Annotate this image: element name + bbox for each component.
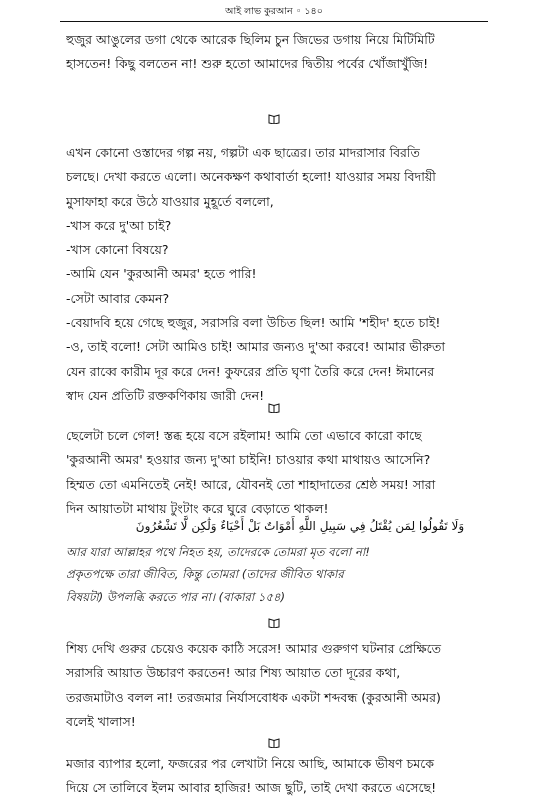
paragraph-line: হিম্মত তো এমনিতেই নেই! আরে, যৌবনই তো শাহাদাতের শ্রেষ্ঠ সময়! সারা <box>66 476 436 492</box>
paragraph-line: 'কুরআনী অমর' হওয়ার জন্য দু'আ চাইনি! চাওয়ার কথা মাথায়ও আসেনি? <box>66 452 431 468</box>
book-icon <box>268 403 280 413</box>
paragraph-line: সরাসরি আয়াত উচ্চারণ করতেন! আর শিষ্য আয়াত তো দূরের কথা, <box>66 665 401 681</box>
paragraph-3 <box>66 424 484 521</box>
paragraph-line: মুসাফাহা করে উঠে যাওয়ার মুহূর্তে বললো, <box>66 193 274 209</box>
paragraph-line: এখন কোনো ওস্তাদের গল্প নয়, গল্পটা এক ছাত্রের। তার মাদরাসার বিরতি <box>66 145 420 160</box>
dialogue-line: -খাস করে দু'আ চাই? <box>66 217 172 233</box>
header-rule <box>60 21 488 22</box>
paragraph-line: যেন রাব্বে কারীম দূর করে দেন! কুফরের প্রতি ঘৃণা তৈরি করে দেন! ঈমানের <box>66 363 435 379</box>
dialogue-line: -বেয়াদবি হয়ে গেছে হুজুর, সরাসরি বলা উচিত ছিল! আমি 'শহীদ' হতে চাই! <box>66 315 441 331</box>
dialogue-line: -সেটা আবার কেমন? <box>66 290 170 306</box>
dialogue-line: -আমি যেন 'কুরআনী অমর' হতে পারি! <box>66 266 257 282</box>
paragraph-1 <box>66 28 484 77</box>
paragraph-line: হুজুর আঙুলের ডগা থেকে আরেক ছিলিম চুন জিভের ডগায় নিয়ে মিটিমিটি <box>66 32 435 47</box>
paragraph-5 <box>66 752 484 801</box>
paragraph-line: বলেই খালাস! <box>66 713 136 729</box>
paragraph-line: ছেলেটা চলে গেল! স্তব্ধ হয়ে বসে রইলাম! আমি তো এভাবে কারো কাছে <box>66 428 422 443</box>
dialogue-line: -খাস কোনো বিষয়ে? <box>66 242 169 258</box>
paragraph-line: তরজমাটাও বলল না! তরজমার নির্যাসবোধক একটা শব্দবন্ধ (কুরআনী অমর) <box>66 689 441 705</box>
book-icon <box>268 738 280 748</box>
paragraph-4 <box>66 637 484 734</box>
arabic-verse: وَلَا تَقُولُوا لِمَن يُقْتَلُ فِي سَبِيلِ اللَّهِ أَمْوَاتٌ بَلْ أَحْيَاءٌ وَلَٰكِن لَّا تَشْعُرُونَ <box>135 519 465 533</box>
paragraph-line: হাসতেন! কিছু বলতেন না! শুরু হতো আমাদের দ্বিতীয় পর্বের খোঁজাখুঁজি! <box>66 56 429 72</box>
running-header: আই লাভ কুরআন ◦ ১৪০ <box>225 6 323 17</box>
translation-line: বিষয়টা) উপলব্ধি করতে পার না। (বাকারা ১৫৪) <box>66 589 286 604</box>
paragraph-line: স্বাদ যেন প্রতিটি রক্তকণিকায় জারী দেন! <box>66 387 265 403</box>
paragraph-line: শিষ্য দেখি গুরুর চেয়েও কয়েক কাঠি সরেস! আমার গুরুগণ ঘটনার প্রেক্ষিতে <box>66 641 441 656</box>
paragraph-2 <box>66 141 484 408</box>
paragraph-line: দিয়ে সে তালিবে ইলম আবার হাজির! আজ ছুটি, তাই দেখা করতে এসেছে! <box>66 780 437 796</box>
paragraph-line: দিন আয়াতটা মাথায় টুংটাং করে ঘুরে বেড়াতে থাকল! <box>66 500 329 516</box>
verse-translation <box>66 541 484 608</box>
paragraph-line: মজার ব্যাপার হলো, ফজরের পর লেখাটা নিয়ে আছি, আমাকে ভীষণ চমকে <box>66 756 434 771</box>
book-icon <box>268 618 280 628</box>
paragraph-line: চলছে। দেখা করতে এলো। অনেকক্ষণ কথাবার্তা হলো! যাওয়ার সময় বিদায়ী <box>66 169 436 185</box>
book-icon <box>268 114 280 124</box>
translation-line: প্রকৃতপক্ষে তারা জীবিত, কিন্তু তোমরা (তাদের জীবিত থাকার <box>66 567 344 582</box>
dialogue-line: -ও, তাই বলো! সেটা আমিও চাই! আমার জন্যও দু'আ করবে! আমার ভীরুতা <box>66 339 445 355</box>
translation-line: আর যারা আল্লাহর পথে নিহত হয়, তাদেরকে তোমরা মৃত বলো না! <box>66 545 370 559</box>
